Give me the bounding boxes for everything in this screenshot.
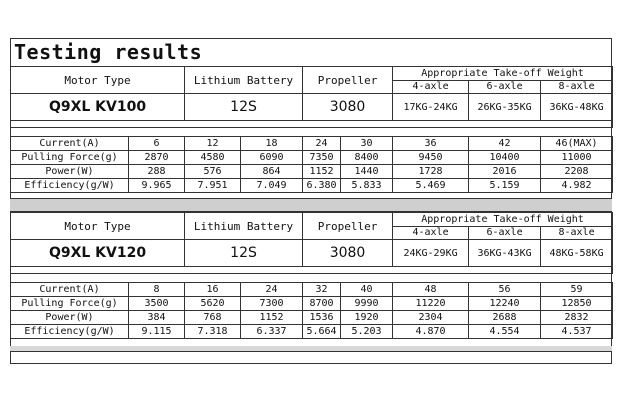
data-cell: 1536	[303, 311, 341, 325]
weight-header: Appropriate Take-off Weight	[393, 213, 613, 227]
row-label: Power(W)	[11, 165, 129, 179]
row-label: Pulling Force(g)	[11, 151, 129, 165]
row-gap	[11, 121, 613, 128]
row-gap	[11, 267, 613, 274]
data-cell: 2304	[393, 311, 469, 325]
data-cell: 5.203	[341, 325, 393, 339]
row-label: Efficiency(g/W)	[11, 179, 129, 193]
data-cell: 2870	[129, 151, 185, 165]
data-cell: 9.115	[129, 325, 185, 339]
battery-header: Lithium Battery	[185, 67, 303, 94]
row-label: Current(A)	[11, 283, 129, 297]
axle-6-header: 6-axle	[469, 80, 541, 94]
results-table-2	[10, 212, 613, 274]
row-label: Efficiency(g/W)	[11, 325, 129, 339]
row-label: Current(A)	[11, 137, 129, 151]
page-title: Testing results	[14, 40, 203, 64]
data-cell: 4.982	[541, 179, 613, 193]
data-cell: 10400	[469, 151, 541, 165]
data-cell: 12240	[469, 297, 541, 311]
data-row	[11, 283, 613, 297]
data-cell: 6090	[241, 151, 303, 165]
data-cell: 24	[303, 137, 341, 151]
data-cell: 8400	[341, 151, 393, 165]
data-cell: 2208	[541, 165, 613, 179]
data-cell: 42	[469, 137, 541, 151]
data-row	[11, 165, 613, 179]
data-cell: 6.337	[241, 325, 303, 339]
data-cell: 576	[185, 165, 241, 179]
data-cell: 8	[129, 283, 185, 297]
battery-value: 12S	[185, 240, 303, 267]
data-cell: 32	[303, 283, 341, 297]
results-table-1	[10, 66, 613, 128]
propeller-header: Propeller	[303, 67, 393, 94]
data-row	[11, 297, 613, 311]
data-cell: 11220	[393, 297, 469, 311]
data-cell: 5.469	[393, 179, 469, 193]
data-cell: 1920	[341, 311, 393, 325]
row-label: Pulling Force(g)	[11, 297, 129, 311]
motor-model: Q9XL KV120	[11, 240, 185, 267]
data-cell: 30	[341, 137, 393, 151]
axle-4-header: 4-axle	[393, 80, 469, 94]
data-cell: 5.664	[303, 325, 341, 339]
row-label: Power(W)	[11, 311, 129, 325]
data-table-2	[10, 282, 613, 339]
axle-6-header: 6-axle	[469, 226, 541, 240]
data-table-1	[10, 136, 613, 193]
weight-8-axle: 48KG-58KG	[541, 240, 613, 267]
data-cell: 6	[129, 137, 185, 151]
data-cell: 1152	[303, 165, 341, 179]
data-cell: 8700	[303, 297, 341, 311]
data-cell: 7.318	[185, 325, 241, 339]
data-row	[11, 325, 613, 339]
axle-8-header: 8-axle	[541, 226, 613, 240]
data-cell: 48	[393, 283, 469, 297]
data-row	[11, 311, 613, 325]
weight-8-axle: 36KG-48KG	[541, 94, 613, 121]
propeller-value: 3080	[303, 240, 393, 267]
data-cell: 3500	[129, 297, 185, 311]
section-footer	[10, 346, 612, 352]
data-cell: 16	[185, 283, 241, 297]
data-cell: 7300	[241, 297, 303, 311]
data-cell: 59	[541, 283, 613, 297]
motor-model: Q9XL KV100	[11, 94, 185, 121]
data-cell: 11000	[541, 151, 613, 165]
axle-4-header: 4-axle	[393, 226, 469, 240]
data-cell: 4.537	[541, 325, 613, 339]
battery-value: 12S	[185, 94, 303, 121]
data-cell: 36	[393, 137, 469, 151]
battery-header: Lithium Battery	[185, 213, 303, 240]
data-cell: 24	[241, 283, 303, 297]
data-cell: 5620	[185, 297, 241, 311]
data-cell: 9990	[341, 297, 393, 311]
data-cell: 2016	[469, 165, 541, 179]
data-cell: 384	[129, 311, 185, 325]
data-cell: 5.159	[469, 179, 541, 193]
data-cell: 288	[129, 165, 185, 179]
data-cell: 12	[185, 137, 241, 151]
data-cell: 6.380	[303, 179, 341, 193]
data-cell: 1728	[393, 165, 469, 179]
data-cell: 768	[185, 311, 241, 325]
weight-4-axle: 17KG-24KG	[393, 94, 469, 121]
data-cell: 4580	[185, 151, 241, 165]
weight-6-axle: 36KG-43KG	[469, 240, 541, 267]
motor-type-header: Motor Type	[11, 67, 185, 94]
data-cell: 2832	[541, 311, 613, 325]
data-cell: 7.951	[185, 179, 241, 193]
motor-type-header: Motor Type	[11, 213, 185, 240]
data-row	[11, 151, 613, 165]
data-row	[11, 137, 613, 151]
propeller-header: Propeller	[303, 213, 393, 240]
data-cell: 7.049	[241, 179, 303, 193]
data-cell: 4.554	[469, 325, 541, 339]
data-cell: 46(MAX)	[541, 137, 613, 151]
weight-header: Appropriate Take-off Weight	[393, 67, 613, 81]
data-cell: 12850	[541, 297, 613, 311]
data-cell: 56	[469, 283, 541, 297]
weight-6-axle: 26KG-35KG	[469, 94, 541, 121]
section-separator	[10, 198, 612, 212]
data-cell: 7350	[303, 151, 341, 165]
data-cell: 18	[241, 137, 303, 151]
data-cell: 1440	[341, 165, 393, 179]
data-cell: 4.870	[393, 325, 469, 339]
data-cell: 2688	[469, 311, 541, 325]
data-cell: 40	[341, 283, 393, 297]
data-cell: 864	[241, 165, 303, 179]
data-cell: 9.965	[129, 179, 185, 193]
data-cell: 1152	[241, 311, 303, 325]
axle-8-header: 8-axle	[541, 80, 613, 94]
weight-4-axle: 24KG-29KG	[393, 240, 469, 267]
data-cell: 9450	[393, 151, 469, 165]
data-cell: 5.833	[341, 179, 393, 193]
propeller-value: 3080	[303, 94, 393, 121]
data-row	[11, 179, 613, 193]
